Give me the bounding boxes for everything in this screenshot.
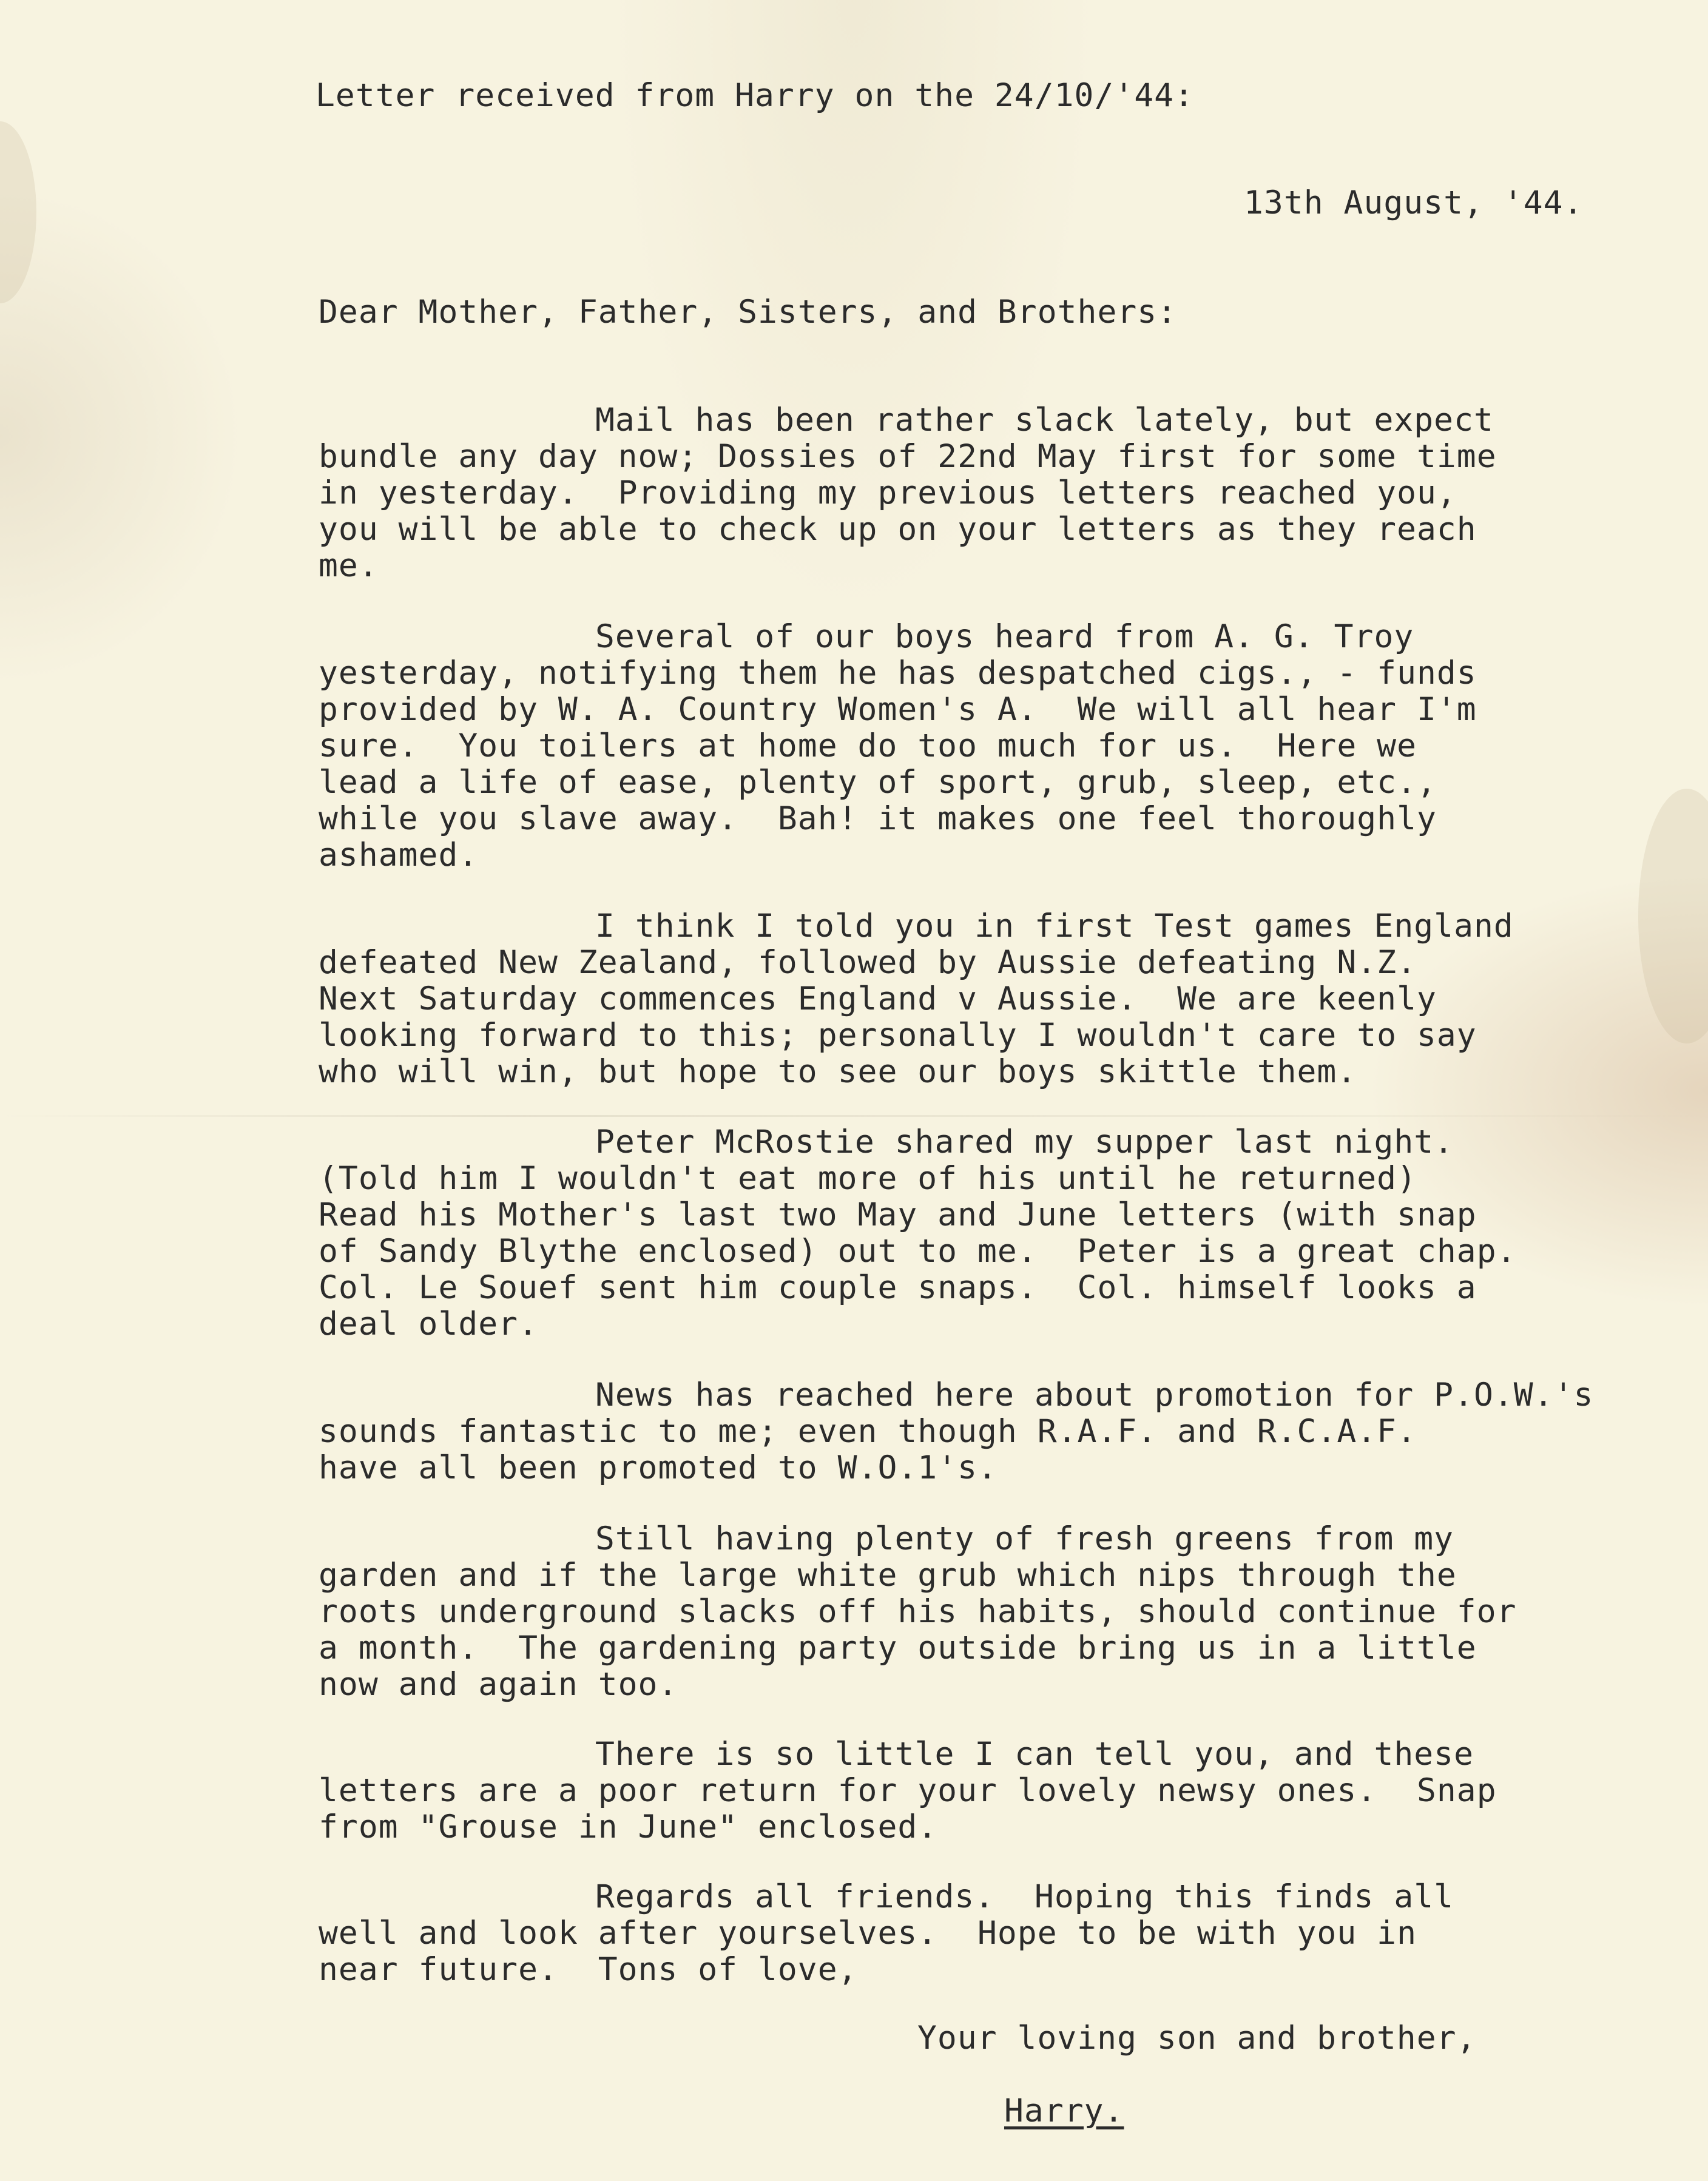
- text-line: near future. Tons of love,: [319, 1951, 858, 1988]
- signature: Harry.: [1004, 2092, 1124, 2129]
- text-line: in yesterday. Providing my previous letters reached you,: [319, 474, 1457, 511]
- text-line: roots underground slacks off his habits, should continue for: [319, 1593, 1517, 1630]
- text-line: letters are a poor return for your lovely newsy ones. Snap: [319, 1772, 1497, 1809]
- paragraph: [319, 1124, 1678, 1343]
- text-line: garden and if the large white grub which nips through the: [319, 1557, 1457, 1594]
- letter-date: 13th August, '44.: [1244, 184, 1584, 221]
- text-line: of Sandy Blythe enclosed) out to me. Peter is a great chap.: [319, 1233, 1517, 1270]
- paragraph: [319, 1879, 1678, 1988]
- text-line: who will win, but hope to see our boys skittle them.: [319, 1053, 1357, 1090]
- paper-stain: [0, 121, 36, 303]
- text-line: sure. You toilers at home do too much for us. Here we: [319, 727, 1417, 764]
- text-line: a month. The gardening party outside bring us in a little: [319, 1630, 1477, 1667]
- salutation: Dear Mother, Father, Sisters, and Brothers:: [319, 294, 1178, 331]
- text-line: sounds fantastic to me; even though R.A.F. and R.C.A.F.: [319, 1413, 1417, 1450]
- text-line: There is so little I can tell you, and these: [595, 1736, 1474, 1773]
- text-line: yesterday, notifying them he has despatched cigs., - funds: [319, 655, 1477, 692]
- text-line: looking forward to this; personally I wouldn't care to say: [319, 1017, 1477, 1054]
- text-line: deal older.: [319, 1306, 538, 1343]
- text-line: provided by W. A. Country Women's A. We will all hear I'm: [319, 691, 1477, 728]
- text-line: Next Saturday commences England v Aussie. We are keenly: [319, 980, 1437, 1017]
- text-line: from "Grouse in June" enclosed.: [319, 1809, 938, 1846]
- text-line: Peter McRostie shared my supper last night.: [595, 1124, 1454, 1161]
- paragraph: [319, 402, 1678, 584]
- text-line: Still having plenty of fresh greens from my: [595, 1520, 1454, 1557]
- letter-heading: Letter received from Harry on the 24/10/'44:: [316, 77, 1194, 114]
- text-line: News has reached here about promotion for P.O.W.'s: [595, 1377, 1594, 1414]
- text-line: me.: [319, 547, 379, 584]
- text-line: you will be able to check up on your letters as they reach: [319, 511, 1477, 548]
- text-line: lead a life of ease, plenty of sport, grub, sleep, etc.,: [319, 764, 1437, 801]
- paragraph: [319, 1521, 1678, 1703]
- closing: Your loving son and brother,: [917, 2020, 1477, 2057]
- text-line: ashamed.: [319, 837, 479, 874]
- text-line: now and again too.: [319, 1666, 678, 1703]
- text-line: bundle any day now; Dossies of 22nd May first for some time: [319, 438, 1497, 475]
- paragraph: [319, 1736, 1678, 1846]
- text-line: (Told him I wouldn't eat more of his until he returned): [319, 1160, 1417, 1197]
- text-line: Read his Mother's last two May and June letters (with snap: [319, 1196, 1477, 1233]
- text-line: while you slave away. Bah! it makes one feel thoroughly: [319, 800, 1437, 837]
- text-line: well and look after yourselves. Hope to be with you in: [319, 1915, 1417, 1952]
- paragraph: [319, 908, 1678, 1090]
- text-line: Regards all friends. Hoping this finds all: [595, 1878, 1454, 1915]
- paper-fold: [0, 1115, 1708, 1117]
- paragraph: [319, 619, 1678, 874]
- paragraph: [319, 1377, 1678, 1486]
- text-line: I think I told you in first Test games England: [595, 908, 1514, 945]
- text-line: Col. Le Souef sent him couple snaps. Col. himself looks a: [319, 1269, 1477, 1306]
- text-line: Mail has been rather slack lately, but expect: [595, 402, 1494, 439]
- text-line: defeated New Zealand, followed by Aussie defeating N.Z.: [319, 944, 1417, 981]
- text-line: Several of our boys heard from A. G. Troy: [595, 618, 1414, 655]
- text-line: have all been promoted to W.O.1's.: [319, 1449, 997, 1486]
